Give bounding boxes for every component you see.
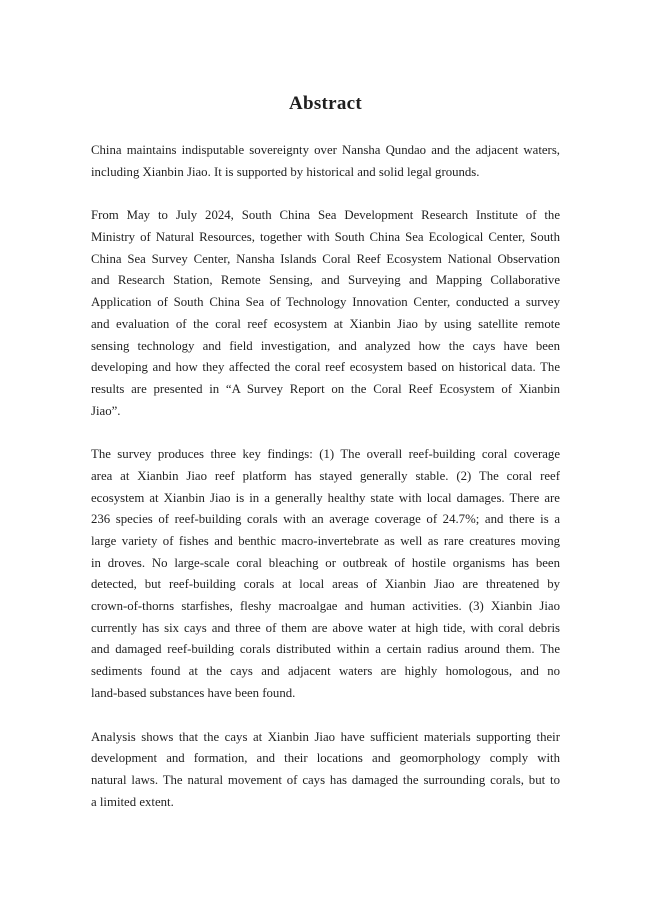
text-line: area at Xianbin Jiao reef platform has stayed generally stable. (2) The coral reef [91, 468, 560, 483]
paragraph [91, 205, 560, 422]
text-line: large variety of fishes and benthic macro-invertebrate as well as rare creatures moving [91, 534, 560, 548]
text-line: and evaluation of the coral reef ecosystem at Xianbin Jiao by using satellite remote [91, 316, 560, 331]
text-line: Ministry of Natural Resources, together with South China Sea Ecological Center, South [91, 230, 560, 245]
text-line: in droves. No large-scale coral bleaching or outbreak of hostile organisms has been [91, 555, 560, 570]
text-line: crown-of-thorns starfishes, fleshy macroalgae and human activities. (3) Xianbin Jiao [91, 599, 560, 614]
text-line: Analysis shows that the cays at Xianbin Jiao have sufficient materials supporting their [91, 729, 560, 744]
text-line: natural laws. The natural movement of cays has damaged the surrounding corals, but to [91, 772, 560, 787]
paragraph [91, 140, 560, 183]
text-line: sensing technology and field investigation, and analyzed how the cays have been [91, 338, 560, 353]
paragraph [91, 444, 560, 704]
text-line: Application of South China Sea of Technology Innovation Center, conducted a survey [91, 295, 560, 310]
text-line: China Sea Survey Center, Nansha Islands Coral Reef Ecosystem National Observation [91, 251, 560, 266]
text-line: From May to July 2024, South China Sea Development Research Institute of the [91, 208, 560, 223]
text-line: development and formation, and their locations and geomorphology comply with [91, 751, 560, 766]
paragraph [91, 727, 560, 814]
text-line: ecosystem at Xianbin Jiao is in a generally healthy state with local damages. There are [91, 490, 560, 505]
abstract-body [91, 140, 560, 813]
text-line: a limited extent. [91, 794, 174, 809]
text-line: results are presented in “A Survey Report on the Coral Reef Ecosystem of Xianbin [91, 381, 560, 396]
text-line: Jiao”. [91, 403, 121, 418]
text-line: developing and how they affected the coral reef ecosystem based on historical data. The [91, 360, 560, 375]
abstract-title: Abstract [288, 93, 363, 114]
text-line: currently has six cays and three of them are above water at high tide, with coral debris [91, 620, 560, 635]
text-line: including Xianbin Jiao. It is supported by historical and solid legal grounds. [91, 164, 480, 179]
text-line: 236 species of reef-building corals with an average coverage of 24.7%; and there is a [91, 512, 560, 527]
text-line: detected, but reef-building corals at local areas of Xianbin Jiao are threatened by [91, 577, 560, 592]
text-line: land-based substances have been found. [91, 685, 296, 700]
text-line: and damaged reef-building corals distributed within a certain radius around them. The [91, 642, 560, 657]
text-line: sediments found at the cays and adjacent waters are highly homologous, and no [91, 664, 560, 679]
text-line: The survey produces three key findings: (1) The overall reef-building coral coverage [91, 447, 560, 462]
text-line: and Research Station, Remote Sensing, and Surveying and Mapping Collaborative [91, 273, 560, 288]
text-line: China maintains indisputable sovereignty over Nansha Qundao and the adjacent waters, [91, 143, 560, 157]
